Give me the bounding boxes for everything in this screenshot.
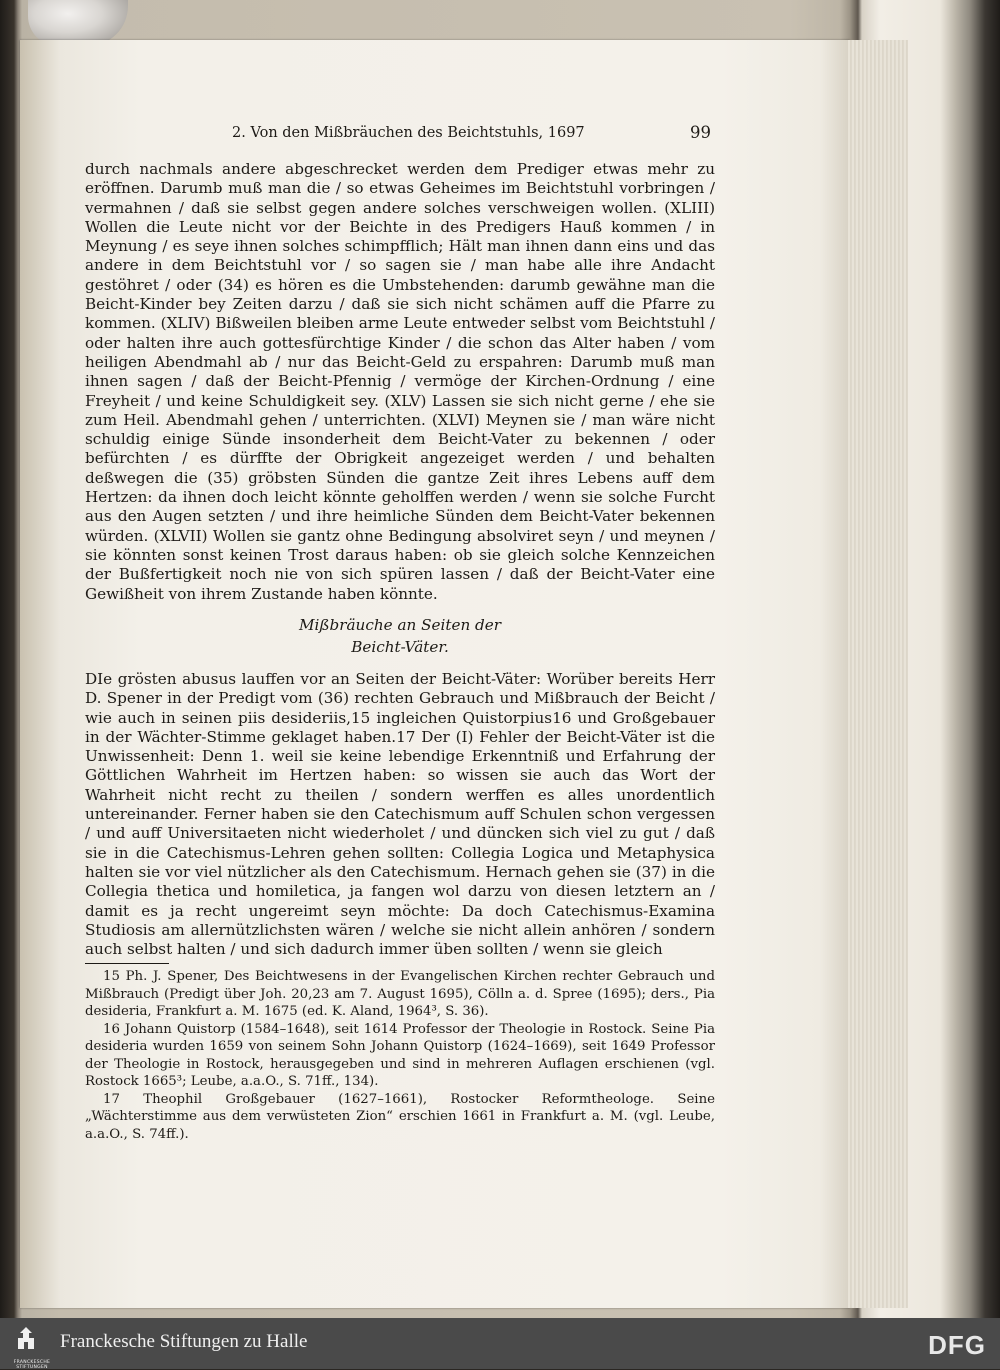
organization-name: Franckesche Stiftungen zu Halle bbox=[60, 1331, 308, 1352]
viewer-footer-bar bbox=[0, 1318, 1000, 1369]
paragraph-2: DIe grösten abusus lauffen vor an Seiten der Beicht-Väter: Worüber bereits Herr D. Spener in der Predigt vom (36) rechten Gebrauch und Mißbrauch der Beicht / wie auch in seinen piis desideriis,15 ingleichen Quistorpius16 und Großgebauer in der Wächter-Stimme geklaget haben.17 Der (I) Fehler der Beicht-Väter ist die Unwissenheit: Denn 1. weil sie keine lebendige Erkenntniß und Erfahrung der Göttlichen Wahrheit im Hertzen haben: so wissen sie auch das Wort der Wahrheit nicht recht zu theilen / sondern werffen es alles unordentlich untereinander. Ferner haben sie den Catechismum auff Schulen schon vergessen / und auff Universitaeten nicht wiederholet / und düncken sich viel zu gut / daß sie in die Catechismus-Lehren gehen sollten: Collegia Logica und Metaphysica halten sie vor viel nützlicher als den Catechismum. Hernach gehen sie (37) in die Collegia thetica und homiletica, ja fangen wol darzu von diesen letztern an / damit es ja recht ungereimt seyn möchte: Da doch Catechismus-Examina Studiosis am allernützlichsten wären / welche sie nicht allein anhören / sondern auch selbst halten / und sich dadurch immer üben sollten / wenn sie gleich bbox=[85, 670, 715, 959]
body-text-top bbox=[85, 160, 715, 604]
footnote-15: 15 Ph. J. Spener, Des Beichtwesens in der Evangelischen Kirchen rechter Gebrauch und Mißbrauch (Predigt über Joh. 20,23 am 7. August 1695), Cölln a. d. Spree (1695); ders., Pia desideria, Frankfurt a. M. 1675 (ed. K. Aland, 1964³, S. 36). bbox=[85, 969, 715, 1019]
section-heading bbox=[85, 614, 715, 658]
section-heading-line-1: Mißbräuche an Seiten der bbox=[298, 616, 502, 634]
francke-logo-icon bbox=[6, 1324, 51, 1370]
section-heading-line-2: Beicht-Väter. bbox=[351, 638, 449, 656]
page-fore-edge bbox=[848, 40, 908, 1308]
logo-text: FRANCKESCHE STIFTUNGEN bbox=[13, 1360, 51, 1370]
footnote-16: 16 Johann Quistorp (1584–1648), seit 1614 Professor der Theologie in Rostock. Seine Pia desideria wurden 1659 von seinem Sohn Johann Quistorp (1624–1669), seit 1649 Professor der Theologie in Rostock, herausgegeben und sind in mehreren Auflagen erschienen (vgl. Rostock 1665³; Leube, a.a.O., S. 71ff., 134). bbox=[85, 1021, 715, 1089]
page-number: 99 bbox=[690, 123, 711, 142]
body-text-bottom bbox=[85, 670, 715, 959]
paragraph-1: durch nachmals andere abgeschrecket werden dem Prediger etwas mehr zu eröffnen. Darumb muß man die / so etwas Geheimes im Beichtstuhl vorbringen / vermahnen / daß sie selbst gegen andere solches verschweigen wollen. (XLIII) Wollen die Leute nicht vor der Beichte in des Predigers Hauß kommen / in Meynung / es seye ihnen solches schimpfflich; Hält man ihnen dann eins und das andere in dem Beichtstuhl vor / so sagen sie / man habe alle ihre Andacht gestöhret / oder (34) es hören es die Umbstehenden: darumb gewähne man die Beicht-Kinder bey Zeiten darzu / daß sie sich nicht schämen auff die Pfarre zu kommen. (XLIV) Bißweilen bleiben arme Leute entweder selbst vom Beichtstuhl / oder halten ihre auch gottesfürchtige Kinder / die schon das Alter haben / vom heiligen Abendmahl ab / nur das Beicht-Geld zu erspahren: Darumb muß man ihnen sagen / daß der Beicht-Pfennig / vermöge der Kirchen-Ordnung / eine Freyheit / und keine Schuldigkeit sey. (XLV) Lassen sie sich nicht gerne / ehe sie zum Heil. Abendmahl gehen / unterrichten. (XLVI) Meynen sie / man wäre nicht schuldig einige Sünde insonderheit dem Beicht-Vater zu bekennen / oder befürchten / es dürffte der Obrigkeit angezeiget werden / und behalten deßwegen die (35) gröbsten Sünden die gantze Zeit ihres Lebens auff dem Hertzen: da ihnen doch leicht könnte geholffen werden / wenn sie solche Furcht aus den Augen setzten / und ihre heimliche Sünden dem Beicht-Vater bekennen würden. (XLVII) Wollen sie gantz ohne Bedingung absolviret seyn / und meynen / sie könnten sonst keinen Trost daraus haben: ob sie gleich solche Kennzeichen der Bußfertigkeit noch nie von sich spüren lassen / daß der Beicht-Vater eine Gewißheit von ihrem Zustande haben könnte. bbox=[85, 160, 715, 603]
footnote-17: 17 Theophil Großgebauer (1627–1661), Rostocker Reformtheologe. Seine „Wächterstimme aus dem verwüsteten Zion“ erschien 1661 in Frankfurt a. M. (vgl. Leube, a.a.O., S. 74ff.). bbox=[85, 1091, 715, 1142]
footnote-rule bbox=[85, 963, 169, 964]
running-title: 2. Von den Mißbräuchen des Beichtstuhls, 1697 bbox=[232, 125, 585, 141]
dfg-logo: DFG bbox=[928, 1330, 986, 1360]
footnotes bbox=[85, 968, 715, 1143]
